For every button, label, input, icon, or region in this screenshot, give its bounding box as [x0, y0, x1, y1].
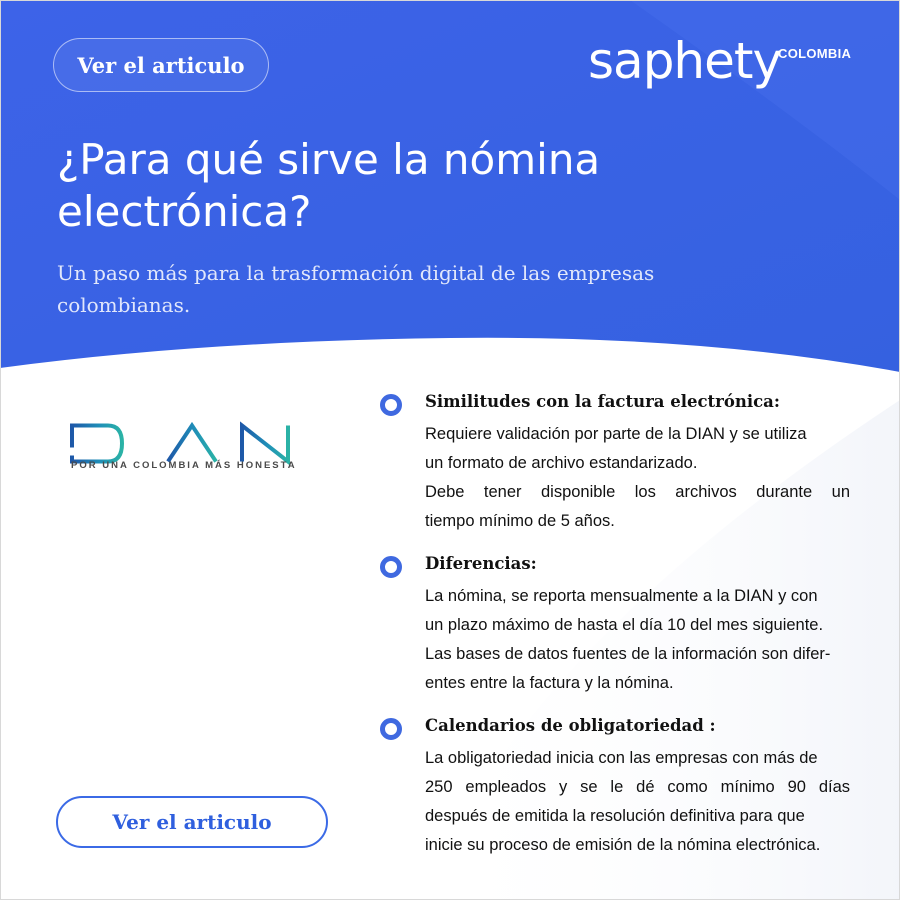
body-line: después de emitida la resolución definitiva para que — [425, 807, 805, 825]
point-title: Similitudes con la factura electrónica: — [425, 392, 780, 411]
bullet-icon — [380, 394, 402, 416]
subtitle-line-1: Un paso más para la trasformación digital de las empresas — [57, 261, 655, 285]
point-title: Diferencias: — [425, 554, 537, 573]
dian-tagline: POR UNA COLOMBIA MÁS HONESTA — [71, 460, 297, 471]
body-line: Debe tener disponible los archivos durante un — [425, 483, 850, 501]
body-line: un formato de archivo estandarizado. — [425, 454, 698, 472]
point-body — [425, 420, 850, 536]
body-line: Las bases de datos fuentes de la información son difer- — [425, 645, 831, 663]
body-line: entes entre la factura y la nómina. — [425, 674, 674, 692]
body-line: 250 empleados y se le dé como mínimo 90 días — [425, 778, 850, 796]
body-line: inicie su proceso de emisión de la nómina electrónica. — [425, 836, 821, 854]
title-line-1: ¿Para qué sirve la nómina — [57, 135, 601, 184]
page-title — [57, 134, 857, 238]
brand-country: COLOMBIA — [778, 46, 852, 61]
subtitle-line-2: colombianas. — [57, 293, 191, 317]
title-line-2: electrónica? — [57, 187, 312, 236]
page-subtitle — [57, 257, 777, 321]
point-body — [425, 744, 850, 860]
body-line: La obligatoriedad inicia con las empresas con más de — [425, 749, 818, 767]
point-title: Calendarios de obligatoriedad : — [425, 716, 716, 735]
bullet-icon — [380, 718, 402, 740]
body-line: tiempo mínimo de 5 años. — [425, 512, 615, 530]
point-body — [425, 582, 850, 698]
bottom-article-button[interactable]: Ver el articulo — [56, 796, 328, 848]
brand-name: saphety — [588, 32, 782, 90]
body-line: un plazo máximo de hasta el día 10 del mes siguiente. — [425, 616, 824, 634]
bullet-icon — [380, 556, 402, 578]
body-line: La nómina, se reporta mensualmente a la DIAN y con — [425, 587, 818, 605]
saphety-logo — [588, 32, 868, 102]
body-line: Requiere validación por parte de la DIAN y se utiliza — [425, 425, 807, 443]
top-article-button[interactable]: Ver el articulo — [53, 38, 269, 92]
